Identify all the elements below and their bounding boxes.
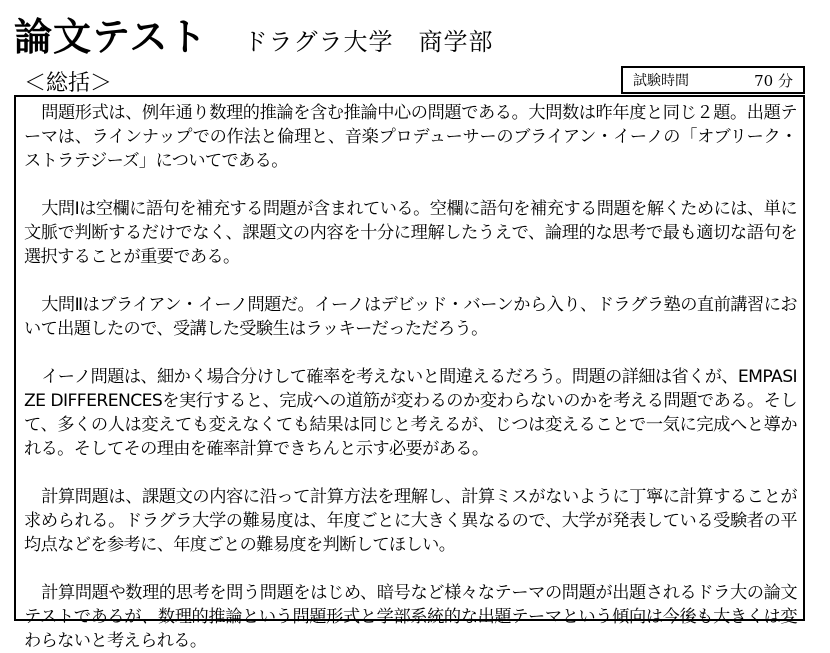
summary-paragraph-calculation: 計算問題は、課題文の内容に沿って計算方法を理解し、計算ミスがないように丁寧に計算することが求められる。ドラグラ大学の難易度は、年度ごとに大きく異なるので、大学が発表している受験者の平均点などを参考に、年度ごとの難易度を判断してほしい。	[24, 487, 797, 555]
exam-time-label: 試験時間	[633, 73, 689, 89]
summary-paragraph-format: 問題形式は、例年通り数理的推論を含む推論中心の問題である。大問数は昨年度と同じ２題。出題テーマは、ラインナップでの作法と倫理と、音楽プロデューサーのブライアン・イーノの「オブリーク・ストラテジーズ」についてである。	[24, 103, 797, 171]
page-subtitle: ドラグラ大学 商学部	[243, 28, 494, 56]
summary-paragraph-question-2: 大問Ⅱはブライアン・イーノ問題だ。イーノはデビッド・バーンから入り、ドラグラ塾の直前講習において出題したので、受講した受験生はラッキーだっただろう。	[24, 295, 797, 339]
summary-body	[14, 95, 805, 651]
page-header	[14, 6, 494, 59]
summary-paragraph-question-1: 大問Ⅰは空欄に語句を補充する問題が含まれている。空欄に語句を補充する問題を解くためには、単に文脈で判断するだけでなく、課題文の内容を十分に理解したうえで、論理的な思考で最も適切な語句を選択することが重要である。	[24, 199, 797, 267]
exam-time-value: 70 分	[754, 71, 793, 90]
summary-heading: ＜総括＞	[24, 71, 113, 96]
summary-paragraph-eno-problem: イーノ問題は、細かく場合分けして確率を考えないと間違えるだろう。問題の詳細は省くが、EMPASIZE DIFFERENCESを実行すると、完成への道筋が変わるのか変わらないのかを考える問題である。そして、多くの人は変えても変えなくても結果は同じと考えるが、じつは変えることで一気に完成へと導かれる。そしてその理由を確率計算できちんと示す必要がある。	[24, 367, 797, 459]
page-title: 論文テスト	[14, 15, 208, 59]
summary-paragraph-outlook: 計算問題や数理的思考を問う問題をはじめ、暗号など様々なテーマの問題が出題されるドラ大の論文テストであるが、数理的推論という問題形式と学部系統的な出題テーマという傾向は今後も大きくは変わらないと考えられる。	[24, 583, 797, 651]
exam-time-box	[621, 66, 805, 94]
